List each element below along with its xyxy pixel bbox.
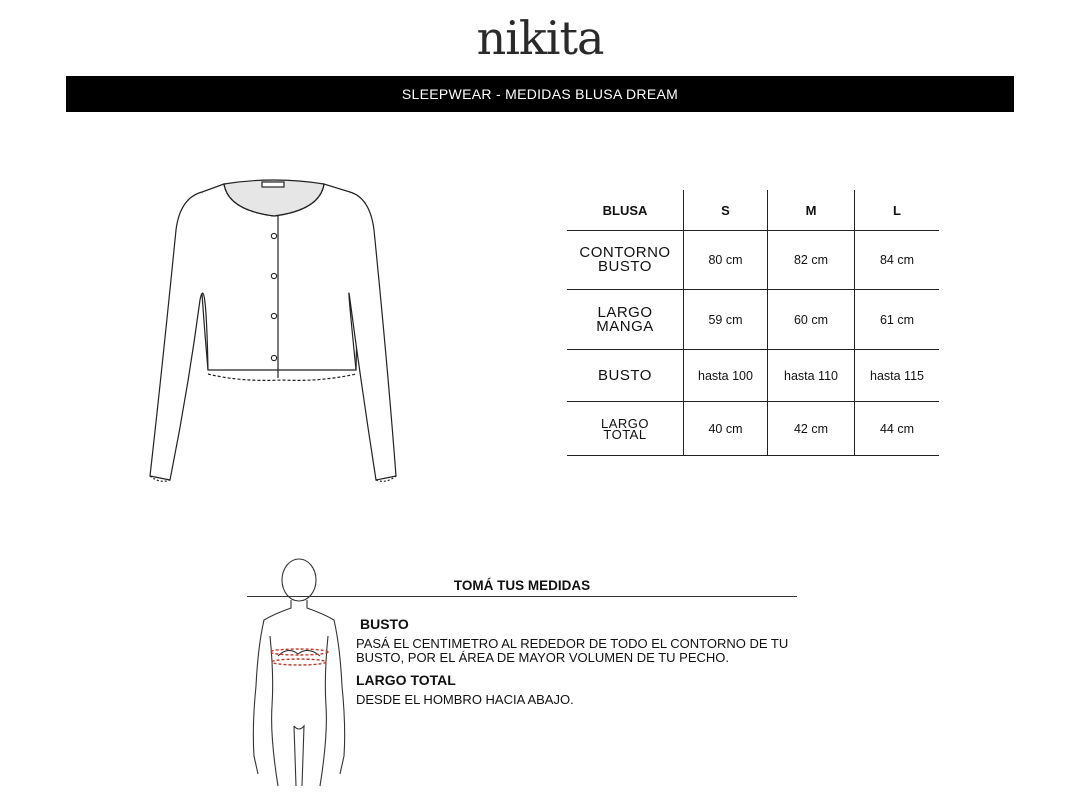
table-cell: 60 cm [768, 290, 855, 350]
table-header-row [567, 190, 939, 231]
brand-logo: nikita [476, 11, 604, 65]
table-cell: 40 cm [684, 402, 768, 456]
size-table [567, 190, 939, 456]
row-label: LARGO MANGA [567, 290, 684, 350]
table-row [567, 402, 939, 456]
table-cell: 82 cm [768, 231, 855, 290]
table-cell: hasta 115 [855, 350, 940, 402]
header-cell: M [768, 190, 855, 231]
table-cell: 61 cm [855, 290, 940, 350]
measure-item-text: DESDE EL HOMBRO HACIA ABAJO. [356, 692, 574, 707]
row-label: CONTORNO BUSTO [567, 231, 684, 290]
row-label: BUSTO [567, 350, 684, 402]
table-row [567, 350, 939, 402]
measure-guide-title: TOMÁ TUS MEDIDAS [247, 578, 797, 597]
table-cell: hasta 100 [684, 350, 768, 402]
table-cell: 59 cm [684, 290, 768, 350]
page-banner: SLEEPWEAR - MEDIDAS BLUSA DREAM [66, 76, 1014, 112]
table-row [567, 290, 939, 350]
row-label: LARGO TOTAL [567, 402, 684, 456]
measure-item-text: PASÁ EL CENTIMETRO AL REDEDOR DE TODO EL CONTORNO DE TU BUSTO, POR EL ÁREA DE MAYOR VOLUMEN DE TU PECHO. [356, 636, 789, 665]
header-cell: S [684, 190, 768, 231]
blouse-illustration [140, 170, 410, 490]
measure-item-title: BUSTO [360, 616, 409, 632]
table-row [567, 231, 939, 290]
table-cell: hasta 110 [768, 350, 855, 402]
table-cell: 42 cm [768, 402, 855, 456]
table-cell: 80 cm [684, 231, 768, 290]
table-cell: 84 cm [855, 231, 940, 290]
header-cell: BLUSA [567, 190, 684, 231]
measure-item-title: LARGO TOTAL [356, 672, 456, 688]
table-cell: 44 cm [855, 402, 940, 456]
header-cell: L [855, 190, 940, 231]
